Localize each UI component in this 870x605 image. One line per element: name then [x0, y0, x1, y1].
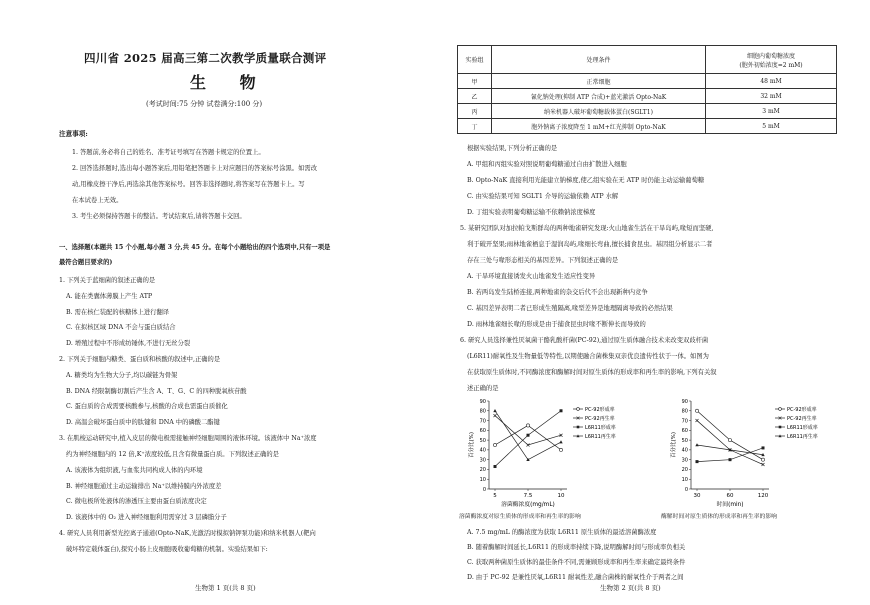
data-point — [559, 440, 562, 443]
question-stem: 1. 下列关于蓝细菌的叙述正确的是 — [59, 277, 156, 284]
data-point — [729, 458, 732, 461]
chart-enzyme-time — [657, 395, 857, 510]
data-point — [762, 446, 765, 449]
data-point — [494, 414, 497, 417]
table-cell: 丁 — [458, 119, 492, 134]
option: B. 随着酶解时间延长,L6R11 的形成率持续下降,说明酶解时间与形成率负相关 — [467, 544, 686, 551]
table-cell: 丙 — [458, 104, 492, 119]
option: B. 若两岛发生陆桥连接,两种地雀的杂交后代不会出现新种内竞争 — [467, 289, 648, 296]
legend-label: PC-92再生率 — [585, 415, 615, 422]
legend-label: L6R11再生率 — [585, 433, 616, 440]
option: B. Opto-NaK 直接利用光能建立钠梯度,使乙组实验在无 ATP 时仍能主动运输葡萄糖 — [467, 177, 705, 184]
legend-marker — [577, 408, 580, 411]
table-cell: 胞外钠离子浓度降至 1 mM+红光抑制 Opto-NaK — [492, 119, 706, 134]
y-tick-label: 80 — [681, 408, 688, 415]
y-tick-label: 40 — [479, 447, 486, 454]
data-point — [493, 409, 496, 412]
data-point — [527, 434, 530, 437]
option: D. 高温会破坏蛋白质中的肽键和 DNA 中的磷酸二酯键 — [66, 419, 220, 426]
legend-label: PC-92形成率 — [585, 406, 615, 413]
legend-marker — [779, 408, 782, 411]
data-point — [695, 443, 698, 446]
x-tick-label: 60 — [726, 493, 734, 499]
option: B. 神经细胞通过主动运输排出 Na⁺以维持膜内外浓度差 — [66, 483, 222, 490]
option: A. 甲组和丙组实验对照说明葡萄糖通过自由扩散进入细胞 — [467, 161, 627, 168]
option: B. DNA 经限制酶切割后产生含 A、T、G、C 的四种脱氧核苷酸 — [66, 388, 247, 395]
y-tick-label: 10 — [479, 477, 486, 484]
chart-caption: 溶菌酶浓度对原生质体的形成率和再生率的影响 — [459, 514, 581, 520]
data-point — [728, 439, 731, 442]
table-cell: 正常细胞 — [492, 74, 706, 89]
legend-label: L6R11形成率 — [585, 424, 616, 431]
x-tick-label: 5 — [493, 493, 497, 499]
table-cell: 48 mM — [706, 74, 837, 89]
question-stem: 6. 研究人员选择兼性厌氧菌干酪乳酸杆菌(PC-92),通过原生质体融合技术来改变双歧杆菌 — [460, 337, 709, 344]
table-cell: 5 mM — [706, 119, 837, 134]
option: B. 需在核仁装配的核糖体上进行翻译 — [66, 309, 170, 316]
data-point — [559, 448, 562, 451]
option: A. 该液体为组织液,与血浆共同构成人体的内环境 — [66, 467, 203, 474]
y-tick-label: 20 — [681, 467, 688, 474]
option: A. 糖类均为生物大分子,均以碳链为骨架 — [66, 372, 178, 379]
data-point — [695, 409, 698, 412]
table-row — [458, 89, 837, 104]
option: C. 基因差异表明二者已形成生殖隔离,喙型差异是地理隔离导致的必然结果 — [467, 305, 673, 312]
y-axis-label: 百分比(%) — [469, 431, 475, 459]
legend-marker — [577, 426, 580, 429]
chart-caption: 酶解时间对原生质体的形成率和再生率的影响 — [661, 514, 777, 520]
table-row — [458, 74, 837, 89]
table-header: 实验组 — [458, 46, 492, 74]
table-cell: 纳米机器人破坏葡萄糖载体蛋白(SGLT1) — [492, 104, 706, 119]
table-cell: 3 mM — [706, 104, 837, 119]
option: C. 获取两种菌原生质体的最佳条件不同,需兼顾形成率和再生率来确定最终条件 — [467, 559, 686, 566]
option: D. 丁组实验表明葡萄糖运输不依赖钠浓度梯度 — [467, 209, 596, 216]
y-tick-label: 30 — [479, 457, 486, 464]
subject-title: 生 物 — [190, 73, 270, 92]
table-cell: 氰化钠处理(抑制 ATP 合成)+蓝光激活 Opto-NaK — [492, 89, 706, 104]
y-tick-label: 90 — [479, 398, 486, 405]
exam-info: (考试时间:75 分钟 试卷满分:100 分) — [146, 100, 263, 108]
table-row — [458, 104, 837, 119]
x-tick-label: 120 — [757, 493, 769, 499]
table-header-line: 细胞内葡萄糖浓度 — [746, 52, 795, 60]
option: D. 该液体中的 O₂ 进入神经细胞利用需穿过 3 层磷脂分子 — [66, 514, 227, 521]
series-line — [697, 411, 763, 460]
experiment-table — [457, 45, 837, 134]
series-line — [495, 416, 561, 445]
series-line — [495, 425, 561, 449]
page-footer: 生物第 2 页(共 8 页) — [600, 584, 661, 592]
notice-line: 动,用橡皮擦干净后,再选涂其他答案标号。回答非选择题时,将答案写在答题卡上。写 — [72, 181, 305, 188]
x-axis-label: 溶菌酶浓度(mg/mL) — [501, 502, 555, 508]
question-stem: 存在三处与喙形态相关的基因差异。下列叙述正确的是 — [467, 257, 619, 264]
x-tick-label: 10 — [557, 493, 565, 499]
section-title: 最符合题目要求的) — [59, 259, 113, 266]
question-stem: (L6R11)耐氧性及生物量低等特性,以期使融合菌株集双亲优良遗传性状于一体。如图为 — [467, 353, 709, 360]
legend-marker — [779, 426, 782, 429]
table-header-line: (胞外初始浓度=2 mM) — [739, 61, 803, 69]
y-axis-label: 百分比(%) — [671, 431, 677, 459]
data-point — [494, 465, 497, 468]
x-tick-label: 7.5 — [523, 493, 533, 499]
y-tick-label: 20 — [479, 467, 486, 474]
y-tick-label: 0 — [684, 486, 688, 493]
data-point — [761, 458, 764, 461]
option: C. 在拟核区域 DNA 不会与蛋白质结合 — [66, 324, 176, 331]
y-tick-label: 90 — [681, 398, 688, 405]
table-header — [706, 46, 837, 74]
data-point — [493, 443, 496, 446]
data-point — [696, 419, 699, 422]
question-stem: 4. 研究人员利用新型光控离子通道(Opto-NaK,光激活时模拟钠钾泵功能)和纳米机器人(靶向 — [59, 530, 316, 537]
data-point — [560, 409, 563, 412]
option: D. 由于 PC-92 是兼性厌氧,L6R11 耐氧性差,融合菌株的耐氧性介于两者之间 — [467, 574, 684, 581]
table-cell: 32 mM — [706, 89, 837, 104]
option: D. 增殖过程中不形成纺锤体,不进行无丝分裂 — [66, 340, 191, 347]
y-tick-label: 0 — [482, 486, 486, 493]
question-stem: 破坏特定载体蛋白),探究小肠上皮细胞吸收葡萄糖的机制。实验结果如下: — [66, 546, 268, 553]
section-title: 一、选择题(本题共 15 个小题,每小题 3 分,共 45 分。在每个小题给出的四个选项中,只有一项是 — [59, 244, 331, 251]
data-point — [526, 424, 529, 427]
table-row — [458, 119, 837, 134]
legend-label: L6R11形成率 — [787, 424, 818, 431]
y-tick-label: 60 — [681, 428, 688, 435]
chart-enzyme-concentration — [455, 395, 655, 510]
y-tick-label: 50 — [681, 437, 688, 444]
page-footer: 生物第 1 页(共 8 页) — [195, 584, 256, 592]
y-tick-label: 80 — [479, 408, 486, 415]
y-tick-label: 10 — [681, 477, 688, 484]
table-cell: 乙 — [458, 89, 492, 104]
page-2 — [435, 0, 870, 605]
legend-label: PC-92形成率 — [787, 406, 817, 413]
question-stem: 在获取原生质体时,不同酶浓度和酶解时间对原生质体的形成率和再生率的影响,下列有关叙 — [467, 369, 717, 376]
question-stem: 述正确的是 — [467, 385, 499, 392]
y-tick-label: 70 — [681, 418, 688, 425]
option: C. 由实验结果可知 SGLT1 介导的运输依赖 ATP 水解 — [467, 193, 619, 200]
question-stem: 2. 下列关于细胞内糖类、蛋白质和核酸的叙述中,正确的是 — [59, 356, 221, 363]
question-stem: 3. 在肌梭运动研究中,植入皮层的微电极需接触神经细胞周围的液体环境。该液体中 Na⁺浓度 — [59, 435, 317, 442]
notice-line: 3. 考生必须保持答题卡的整洁。考试结束后,请将答题卡交回。 — [72, 213, 246, 220]
legend-label: PC-92再生率 — [787, 415, 817, 422]
option: C. 微电极所处液体的渗透压主要由蛋白质浓度决定 — [66, 498, 207, 505]
data-point — [762, 463, 765, 466]
table-header: 处理条件 — [492, 46, 706, 74]
legend-label: L6R11再生率 — [787, 433, 818, 440]
question-stem: 约为神经细胞内的 12 倍,K⁺浓度较低,且含有微量蛋白质。下列叙述正确的是 — [66, 451, 279, 458]
notice-line: 2. 回答选择题时,选出每小题答案后,用铅笔把答题卡上对应题目的答案标号涂黑。如需改 — [72, 165, 317, 172]
exam-title: 四川省 2025 届高三第二次教学质量联合测评 — [84, 51, 327, 65]
notice-line: 在本试卷上无效。 — [72, 197, 123, 204]
x-tick-label: 30 — [693, 493, 701, 499]
notice-line: 1. 答题前,务必将自己的姓名、准考证号填写在答题卡规定的位置上。 — [72, 149, 265, 156]
table-cell: 甲 — [458, 74, 492, 89]
option: A. 能在类囊体薄膜上产生 ATP — [66, 293, 153, 300]
y-tick-label: 50 — [479, 437, 486, 444]
series-line — [697, 421, 763, 465]
notice-title: 注意事项: — [59, 130, 88, 138]
y-tick-label: 40 — [681, 447, 688, 454]
y-tick-label: 70 — [479, 418, 486, 425]
option: A. 干旱环境直接诱发火山地雀发生适应性变异 — [467, 273, 596, 280]
option: C. 蛋白质的合成需要核酸参与,核酸的合成也需蛋白质催化 — [66, 403, 228, 410]
question-stem: 根据实验结果,下列分析正确的是 — [467, 145, 558, 152]
data-point — [696, 460, 699, 463]
question-stem: 5. 某研究团队对加拉帕戈斯群岛的两种地雀研究发现:火山地雀生活在干旱岛屿,喙短而坚硬, — [460, 225, 714, 232]
x-axis-label: 时间(min) — [716, 502, 744, 508]
question-stem: 利于破开坚果;雨林地雀栖息于湿润岛屿,喙细长弯曲,擅长捕食昆虫。基因组分析显示二者 — [467, 241, 713, 248]
y-tick-label: 30 — [681, 457, 688, 464]
option: D. 雨林地雀细长喙的形成是由于捕食昆虫时喙不断伸长而导致的 — [467, 321, 646, 328]
option: A. 7.5 mg/mL 的酶浓度为获取 L6R11 原生质体的最适溶菌酶浓度 — [467, 529, 657, 536]
y-tick-label: 60 — [479, 428, 486, 435]
